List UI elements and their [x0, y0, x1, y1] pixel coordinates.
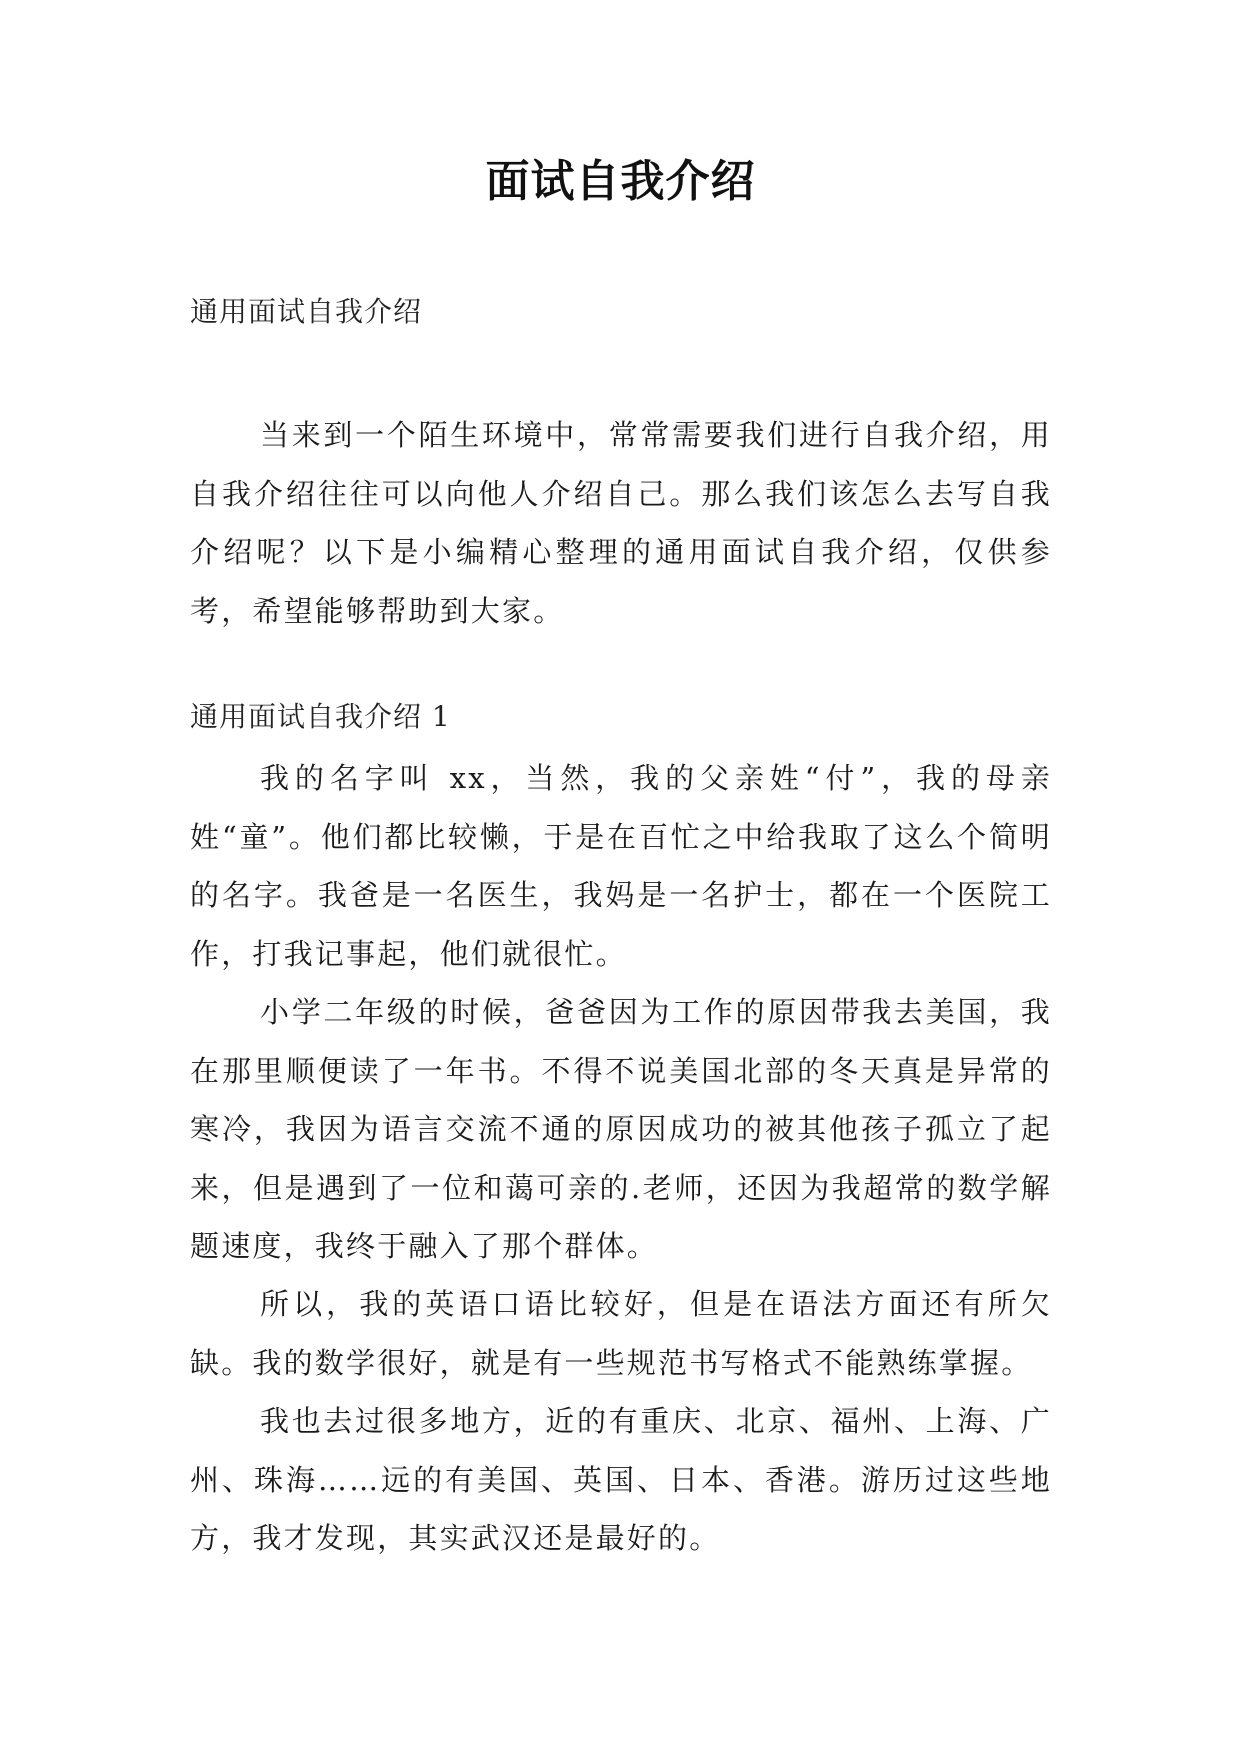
body-paragraph-4: 我也去过很多地方，近的有重庆、北京、福州、上海、广州、珠海……远的有美国、英国、日本、香港。游历过这些地方，我才发现，其实武汉还是最好的。 [190, 1404, 1052, 1555]
section-heading: 通用面试自我介绍 [190, 295, 423, 328]
body-paragraph-1: 我的名字叫 xx，当然，我的父亲姓“付”，我的母亲姓“童”。他们都比较懒，于是在百忙之中给我取了这么个简明的名字。我爸是一名医生，我妈是一名护士，都在一个医院工作，打我记事起，他们就很忙。 [190, 761, 1052, 971]
subheading-1: 通用面试自我介绍 1 [190, 700, 451, 733]
body-paragraph-3: 所以，我的英语口语比较好，但是在语法方面还有所欠缺。我的数学很好，就是有一些规范书写格式不能熟练掌握。 [190, 1287, 1052, 1380]
body-paragraph-2: 小学二年级的时候，爸爸因为工作的原因带我去美国，我在那里顺便读了一年书。不得不说美国北部的冬天真是异常的寒冷，我因为语言交流不通的原因成功的被其他孩子孤立了起来，但是遇到了一位和蔼可亲的.老师，还因为我超常的数学解题速度，我终于融入了那个群体。 [190, 995, 1052, 1263]
document-title: 面试自我介绍 [485, 156, 756, 207]
intro-paragraph: 当来到一个陌生环境中，常常需要我们进行自我介绍，用自我介绍往往可以向他人介绍自己。那么我们该怎么去写自我介绍呢？以下是小编精心整理的通用面试自我介绍，仅供参考，希望能够帮助到大家。 [190, 418, 1052, 628]
